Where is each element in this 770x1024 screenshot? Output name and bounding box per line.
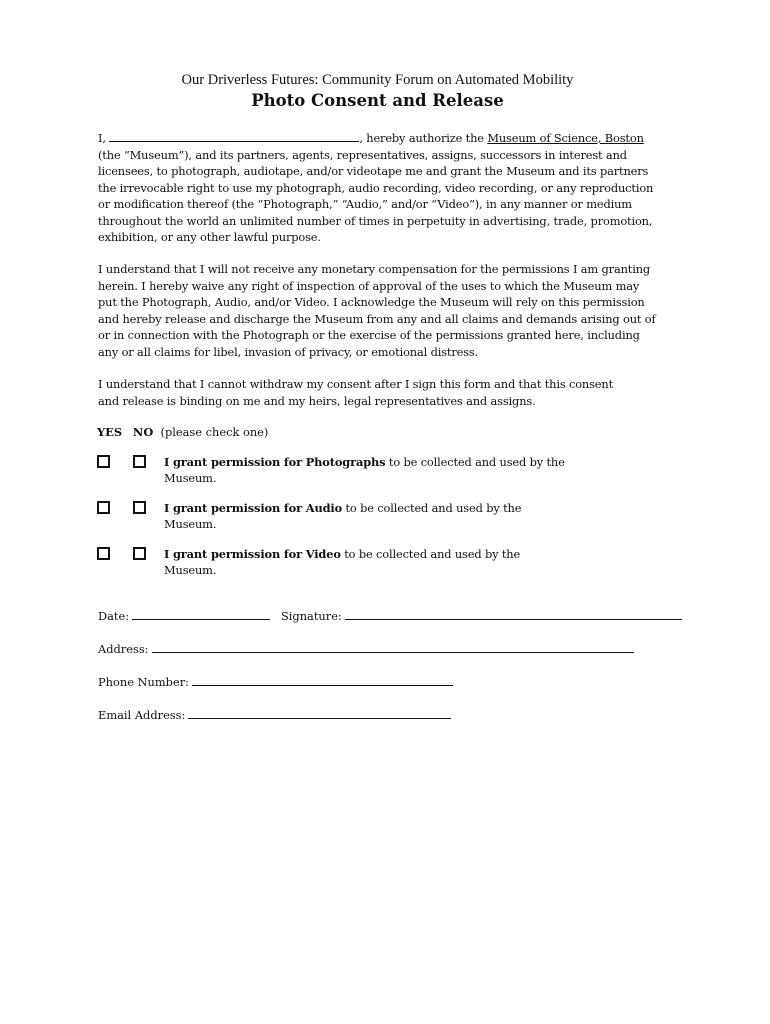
date-label: Date: [98,609,130,623]
address-label: Address: [98,642,149,656]
photographs-permission-row [97,455,617,489]
video-permission-rest: to be collected and used by the [340,547,521,561]
compensation-line: herein. I hereby waive any right of inspection of approval of the uses to which the Museum may [98,278,640,293]
video-yes-checkbox[interactable] [97,547,110,560]
authorization-paragraph [98,129,678,246]
video-permission-row [97,547,617,581]
authorization-line: licensees, to photograph, audiotape, and/or videotape me and grant the Museum and its partners [98,164,649,178]
authorization-line: or modification thereof (the “Photograph,” “Audio,” and/or “Video”), in any manner or medium [98,197,632,211]
yes-label: YES [97,425,123,439]
page-title: Photo Consent and Release [251,91,504,110]
photographs-permission-text [164,454,604,486]
compensation-line: any or all claims for libel, invasion of privacy, or emotional distress. [98,344,479,359]
address-row [98,640,634,657]
compensation-paragraph [98,261,678,360]
compensation-line: and hereby release and discharge the Museum from any and all claims and demands arising out of [98,311,656,326]
audio-permission-text [164,500,604,532]
phone-field[interactable] [192,673,453,686]
compensation-line: or in connection with the Photograph or the exercise of the permissions granted here, including [98,328,640,342]
authorization-middle: , hereby authorize the [359,131,484,145]
withdraw-paragraph [98,376,678,409]
name-field[interactable] [109,129,359,142]
authorization-line: exhibition, or any other lawful purpose. [98,230,321,244]
email-label: Email Address: [98,708,186,722]
email-field[interactable] [188,706,451,719]
authorization-first-line [98,129,678,147]
check-hint: (please check one) [160,425,269,439]
address-field[interactable] [152,640,634,653]
video-no-checkbox[interactable] [133,547,146,560]
video-permission-text [164,546,604,578]
authorization-prefix: I, [98,131,106,145]
withdraw-line: and release is binding on me and my heirs, legal representatives and assigns. [98,393,536,408]
photographs-permission-rest: to be collected and used by the [385,455,565,469]
phone-row [98,673,453,690]
audio-permission-line2: Museum. [164,517,217,531]
audio-yes-checkbox[interactable] [97,501,110,514]
withdraw-line: I understand that I cannot withdraw my consent after I sign this form and that this consent [98,377,614,391]
photographs-permission-bold: I grant permission for Photographs [164,455,386,469]
email-row [98,706,451,723]
museum-name: Museum of Science, Boston [487,131,644,145]
yes-no-header [97,424,268,440]
photographs-yes-checkbox[interactable] [97,455,110,468]
signature-label: Signature: [280,609,342,623]
compensation-line: I understand that I will not receive any monetary compensation for the permissions I am granting [98,262,651,276]
authorization-line: (the “Museum”), and its partners, agents, representatives, assigns, successors in interest and [98,147,627,162]
forum-subtitle: Our Driverless Futures: Community Forum on Automated Mobility [181,72,574,88]
video-permission-bold: I grant permission for Video [164,547,341,561]
photographs-no-checkbox[interactable] [133,455,146,468]
video-permission-line2: Museum. [164,563,217,577]
audio-permission-bold: I grant permission for Audio [164,501,343,515]
audio-no-checkbox[interactable] [133,501,146,514]
no-label: NO [132,425,154,439]
phone-label: Phone Number: [98,675,189,689]
authorization-line: the irrevocable right to use my photograph, audio recording, video recording, or any reproduction [98,180,654,195]
authorization-line: throughout the world an unlimited number of times in perpetuity in advertising, trade, promotion, [98,213,653,228]
audio-permission-rest: to be collected and used by the [342,501,522,515]
date-signature-row [98,607,682,624]
photographs-permission-line2: Museum. [164,471,217,485]
audio-permission-row [97,501,617,535]
date-field[interactable] [132,607,270,620]
compensation-line: put the Photograph, Audio, and/or Video. I acknowledge the Museum will rely on this permission [98,295,645,309]
signature-field[interactable] [345,607,682,620]
